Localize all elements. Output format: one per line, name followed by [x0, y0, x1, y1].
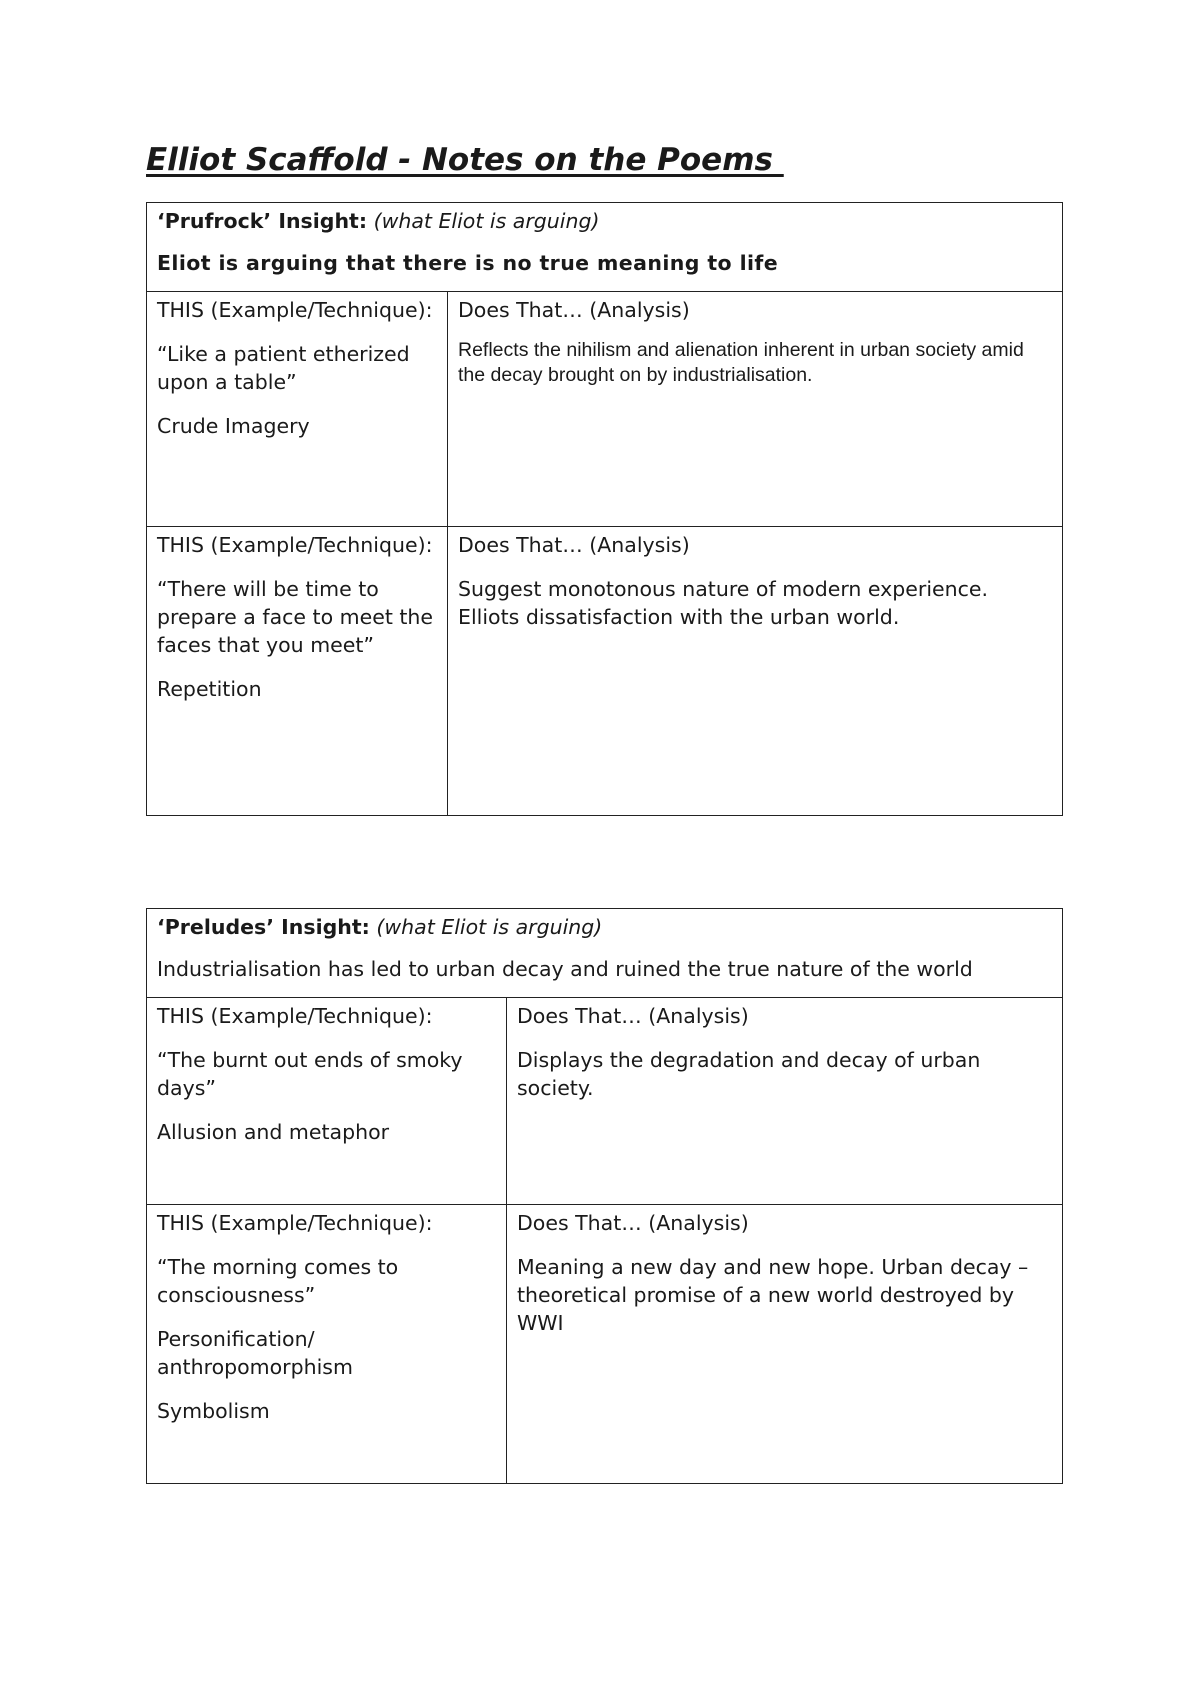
analysis-text: Meaning a new day and new hope. Urban decay – theoretical promise of a new world destroyed by WWI — [517, 1255, 1029, 1335]
insight-text: Industrialisation has led to urban decay and ruined the true nature of the world — [157, 957, 973, 981]
insight-subtitle: (what Eliot is arguing) — [373, 209, 600, 233]
quote-text: “The burnt out ends of smoky days” — [157, 1048, 463, 1100]
technique-text: Repetition — [157, 677, 262, 701]
insight-text: Eliot is arguing that there is no true meaning to life — [157, 251, 779, 275]
technique-text-secondary: Symbolism — [157, 1399, 270, 1423]
quote-text: “The morning comes to consciousness” — [157, 1255, 399, 1307]
technique-text: Personification/ anthropomorphism — [157, 1327, 353, 1379]
analysis-cell — [448, 527, 1063, 816]
example-cell — [147, 527, 448, 816]
table-row — [147, 292, 1063, 527]
analysis-heading: Does That… (Analysis) — [517, 1211, 749, 1235]
insight-label: ‘Prufrock’ Insight: — [157, 209, 368, 233]
example-cell — [147, 998, 507, 1205]
insight-row — [147, 909, 1063, 998]
analysis-text: Reflects the nihilism and alienation inherent in urban society amid the decay brought on by industrialisation. — [458, 339, 1024, 386]
technique-text: Allusion and metaphor — [157, 1120, 390, 1144]
insight-cell — [147, 909, 1063, 998]
analysis-heading: Does That… (Analysis) — [458, 533, 690, 557]
table-row — [147, 527, 1063, 816]
example-heading: THIS (Example/Technique): — [157, 1211, 433, 1235]
example-heading: THIS (Example/Technique): — [157, 1004, 433, 1028]
example-heading: THIS (Example/Technique): — [157, 298, 433, 322]
insight-subtitle: (what Eliot is arguing) — [376, 915, 603, 939]
page-title: Elliot Scaffold - Notes on the Poems — [146, 142, 784, 178]
table-row — [147, 998, 1063, 1205]
quote-text: “Like a patient etherized upon a table” — [157, 342, 410, 394]
analysis-heading: Does That… (Analysis) — [458, 298, 690, 322]
insight-label: ‘Preludes’ Insight: — [157, 915, 370, 939]
table-row — [147, 1205, 1063, 1484]
analysis-text: Displays the degradation and decay of urban society. — [517, 1048, 981, 1100]
example-cell — [147, 1205, 507, 1484]
analysis-cell — [507, 998, 1063, 1205]
technique-text: Crude Imagery — [157, 414, 310, 438]
quote-text: “There will be time to prepare a face to meet the faces that you meet” — [157, 577, 434, 657]
analysis-cell — [507, 1205, 1063, 1484]
analysis-cell — [448, 292, 1063, 527]
preludes-table — [146, 908, 1063, 1484]
insight-row — [147, 203, 1063, 292]
example-cell — [147, 292, 448, 527]
analysis-text: Suggest monotonous nature of modern experience. Elliots dissatisfaction with the urban world. — [458, 577, 989, 629]
analysis-heading: Does That… (Analysis) — [517, 1004, 749, 1028]
example-heading: THIS (Example/Technique): — [157, 533, 433, 557]
prufrock-table — [146, 202, 1063, 816]
insight-cell — [147, 203, 1063, 292]
